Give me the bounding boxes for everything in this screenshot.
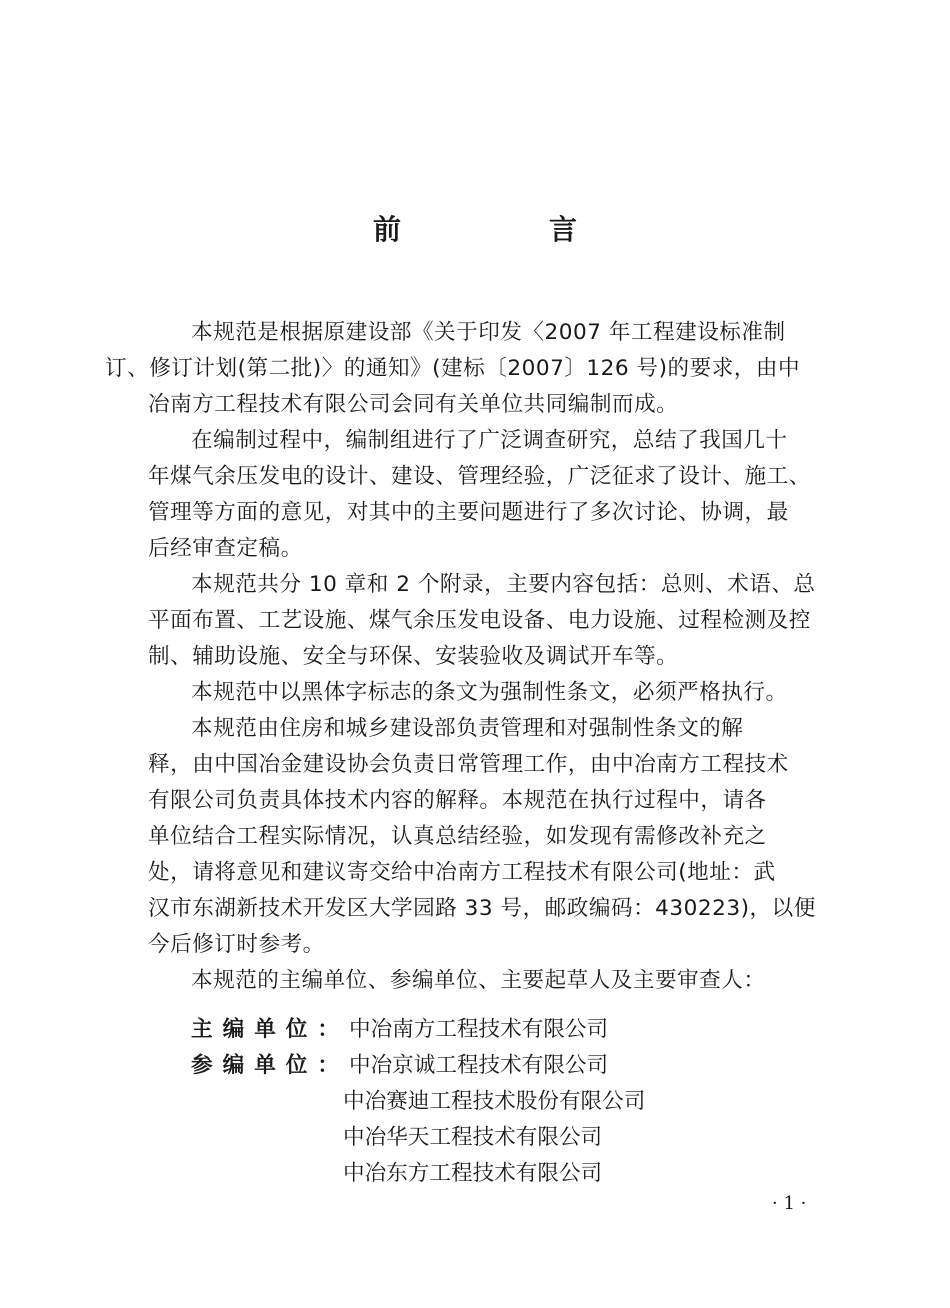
page-number: · 1 · (772, 1193, 807, 1214)
text-line: 年煤气余压发电的设计、建设、管理经验，广泛征求了设计、施工、 (148, 464, 811, 489)
text-line: 释，由中国冶金建设协会负责日常管理工作，由中冶南方工程技术 (148, 752, 789, 777)
chief-unit-row (191, 1012, 608, 1043)
participating-unit-value: 中冶华天工程技术有限公司 (343, 1125, 603, 1150)
participating-unit-value: 中冶京诚工程技术有限公司 (348, 1053, 609, 1078)
text-line: 冶南方工程技术有限公司会同有关单位共同编制而成。 (148, 392, 679, 417)
participating-unit-value: 中冶赛迪工程技术股份有限公司 (343, 1089, 646, 1114)
text-line: 汉市东湖新技术开发区大学园路 33 号，邮政编码：430223)，以便 (148, 896, 816, 921)
text-line: 平面布置、工艺设施、煤气余压发电设备、电力设施、过程检测及控 (148, 608, 811, 633)
participating-unit-label: 参编单位： (191, 1053, 349, 1078)
text-line: 本规范共分 10 章和 2 个附录，主要内容包括：总则、术语、总 (191, 572, 816, 597)
text-line: 后经审查定稿。 (148, 536, 303, 561)
text-line: 今后修订时参考。 (148, 932, 325, 957)
text-line: 制、辅助设施、安全与环保、安装验收及调试开车等。 (148, 644, 679, 669)
text-line: 本规范中以黑体字标志的条文为强制性条文，必须严格执行。 (191, 680, 788, 705)
preface-body-2 (148, 423, 838, 999)
text-line: 本规范由住房和城乡建设部负责管理和对强制性条文的解 (191, 716, 744, 741)
text-line: 本规范是根据原建设部《关于印发〈2007 年工程建设标准制 (191, 320, 786, 345)
text-line: 管理等方面的意见，对其中的主要问题进行了多次讨论、协调，最 (148, 500, 789, 525)
text-line: 本规范的主编单位、参编单位、主要起草人及主要审查人： (191, 968, 766, 993)
text-line: 订、修订计划(第二批)〉的通知》(建标〔2007〕126 号)的要求，由中 (105, 356, 801, 381)
participating-unit-row (191, 1048, 608, 1079)
paragraph-basis (105, 315, 838, 423)
text-line: 在编制过程中，编制组进行了广泛调查研究，总结了我国几十 (191, 428, 788, 453)
preface-body (105, 315, 838, 423)
participating-unit-value: 中冶东方工程技术有限公司 (343, 1161, 603, 1186)
text-line: 有限公司负责具体技术内容的解释。本规范在执行过程中，请各 (148, 788, 767, 813)
text-line: 单位结合工程实际情况，认真总结经验，如发现有需修改补充之 (148, 824, 767, 849)
chief-unit-value: 中冶南方工程技术有限公司 (348, 1017, 609, 1042)
page-title: 前 言 (372, 213, 637, 246)
text-line: 处，请将意见和建议寄交给中冶南方工程技术有限公司(地址：武 (148, 860, 776, 885)
chief-unit-label: 主编单位： (191, 1017, 349, 1042)
